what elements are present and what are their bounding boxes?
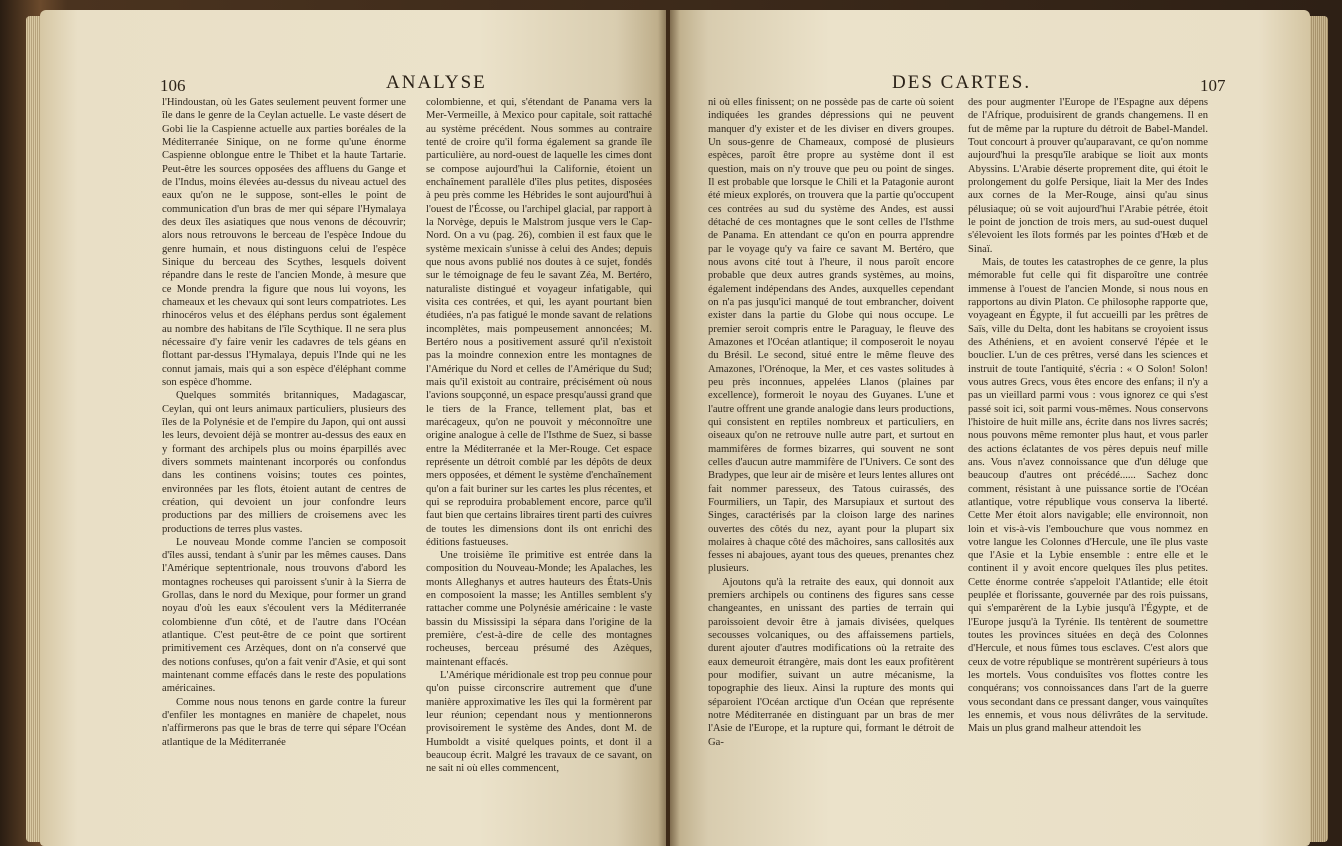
paragraph: Ajoutons qu'à la retraite des eaux, qui donnoit aux premiers archipels ou continens des figures sans cesse changeantes, en unissant des parties de terrain qui paroissoient devoir être à jamais divisées, quelques secousses volcaniques, ou des affaissemens partiels, durent ajouter d'autres modifications où la retraite des eaux demeuroit étrangère, mais dont les eaux profitèrent pour modifier, suivant un autre mécanisme, la topographie des lieux. Ainsi la rupture des monts qui séparoient l'Océan arctique d'un Océan que représente notre Méditerranée en distinguant par un bras de mer l'Asie de l'Europe, et la rupture qui, formant le détroit de Ga- (708, 576, 954, 748)
paragraph: colombienne, et qui, s'étendant de Panama vers la Mer-Vermeille, à Mexico pour capitale, soit rattaché au système précédent. Nous sommes au contraire tenté de croire qu'il forma également sa grande île particulière, au nord-ouest de laquelle les cimes dont se compose aujourd'hui la Californie, étoient un enchaînement parallèle d'îles plus petites, disposées à peu près comme les Hébrides le sont aujourd'hui à l'ouest de l'Écosse, ou l'archipel glacial, par rapport à la Norvège, depuis le Malstrom jusque vers le Cap-Nord. On a vu (pag. 26), combien il est faux que le système mexicain s'unisse à celui des Andes; depuis que nous avons publié nos doutes à ce sujet, fondés sur le témoignage de feu le savant Zéa, M. Bertéro, naturaliste distingué et voyageur infatigable, qui visita ces contrées, et qui, les ayant pourtant bien étudiées, n'a pas fatigué le monde savant de relations incomplètes, mais pompeusement annoncées; M. Bertéro nous a positivement assuré qu'il n'existoit pas la moindre connexion entre les montagnes de l'Amérique du Nord et celles de l'Amérique du Sud; mais qu'il existoit au contraire, précisément où nous l'avions soupçonné, un espace presqu'aussi grand que le tiers de la France, tellement plat, bas et marécageux, qu'on ne pouvoit y méconnoître une origine analogue à celle de l'Isthme de Suez, si basse entre la Méditerranée et la Mer-Rouge. Cet espace représente un détroit comblé par les dépôts de deux mers opposées, et dément le système d'enchaînement qu'on a fait buriner sur les cartes les plus récentes, et qui se reproduira probablement encore, parce qu'il faut bien que certains libraires tirent parti des cuivres de toutes les dimensions dont ils ont enrichi des éditions fastueuses. (426, 97, 652, 548)
page-edges-right (1308, 16, 1328, 842)
book-gutter (658, 10, 680, 846)
running-head: DES CARTES. (892, 72, 1032, 93)
paragraph: ni où elles finissent; on ne possède pas de carte où soient indiquées les grandes dépressions qui ne peuvent manquer d'y exister et de les diviser en divers groupes. Un sous-genre de Chameaux, composé de plusieurs espèces, paroît être propre au système dont il est question, mais on n'y trouve que peu ou point de singes. Il est probable que lorsque le Chili et la Patagonie auront été mieux explorés, on trouvera que la partie qu'occupent ces contrées au sud du système des Andes, est aussi détaché de ces montagnes que le sont celles de l'Isthme de Panama. En attendant ce qu'on en pourra apprendre par le voyage qu'y va faire ce savant M. Bertéro, que nous avons cité tout à l'heure, il nous paroît encore probable que deux autres grands systèmes, au moins, également indépendans des Andes, auxquelles cependant on n'a pas jusqu'ici manqué de tout embrancher, doivent exister dans la partie du Globe qui nous occupe. Le premier seroit compris entre le Paraguay, le fleuve des Amazones et l'Océan atlantique; il composeroit le noyau du Brésil. Le second, situé entre le même fleuve des Amazones, l'Orénoque, la Mer, et ces vastes solitudes à peu près inconnues, appelées Llanos (plaines par excellence), formeroit le noyau des Guyanes. L'une et l'autre offrent une grande analogie dans leurs productions, qui consistent en reptiles nombreux et particuliers, en oiseaux qu'on ne retrouve nulle autre part, et surtout en mammifères de formes bizarres, qui souvent ne sont celles d'aucun autre mammifère de l'Univers. Ce sont des Bradypes, que leur air de misère et leurs lentes allures ont fait nommer paresseux, des Tatous cuirassés, des Fourmiliers, un Tapir, des Marsupiaux et surtout des Singes, caractérisés par la cloison large des narines ouvertes des côtés du nez, ayant pour la plupart six molaires à chaque côté des mâchoires, sans callosités aux fesses ni abajoues, ayant tous des queues, prenantes chez plusieurs. (708, 97, 954, 575)
paragraph: Le nouveau Monde comme l'ancien se composoit d'îles aussi, tendant à s'unir par les mêmes causes. Dans l'Amérique septentrionale, nous trouvons d'abord les montagnes rocheuses qui paroissent s'unir à la Sierra de Grollas, dans le nord du Mexique, pour former un grand noyau d'où les eaux s'écoulent vers la Méditerranée colombienne d'un côté, et de l'autre dans l'Océan atlantique. C'est peut-être de ce point que sortirent primitivement ces Arzèques, dont on n'a conservé que des notions confuses, qu'on a fait venir d'Asie, et qui sont maintenant comme effacés dans le reste des populations américaines. (162, 536, 406, 695)
left-page (40, 10, 666, 846)
text-column-1 (162, 96, 406, 749)
paragraph: des pour augmenter l'Europe de l'Espagne aux dépens de l'Afrique, produisirent de grands changemens. Il en fut de même par la rupture du détroit de Babel-Mandel. Tout concourt à prouver qu'auparavant, ce qu'on nomme aujourd'hui la presqu'île arabique se lioit aux monts Abyssins. L'Arabie déserte proprement dite, qui étoit le prolongement du golfe Persique, liait la Mer des Indes aux cornes de la Mer-Rouge, ainsi qu'au sinus pélusiaque; où se voit aujourd'hui l'Arabie pétrée, étoit le point de jonction de trois mers, au sud-ouest duquel s'élevoient les îlots formés par les pointes d'Hœb et de Sinaï. (968, 97, 1208, 255)
right-page (670, 10, 1310, 846)
text-column-1 (708, 96, 954, 749)
open-book (40, 10, 1310, 846)
paragraph: Mais, de toutes les catastrophes de ce genre, la plus mémorable fut celle qui fit disparoître une contrée immense à l'ouest de l'ancien Monde, si nous nous en rapportons au divin Platon. Ce philosophe rapporte que, voyageant en Égypte, il fut accueilli par les prêtres de Saïs, ville du Delta, dont les habitans se croyoient issus des Athéniens, et en avoient conservé l'épée et le bouclier. L'un de ces prêtres, versé dans les sciences et instruit de toute l'antiquité, s'écria : « O Solon! Solon! vous autres Grecs, vous êtes encore des enfans; il n'y a pas un vieillard parmi vous : vous ignorez ce qui s'est passé soit ici, soit parmi vous-mêmes. Nous conservons l'histoire de huit mille ans, écrite dans nos livres sacrés; nous pouvons même remonter plus haut, et vous parler des actions éclatantes de vos pères depuis neuf mille ans. Vous n'avez connoissance que d'un déluge que beaucoup d'autres ont précédé...... Sachez donc comment, résistant à une puissance sortie de l'Océan atlantique, votre république vous conserva la liberté. Cette Mer étoit alors navigable; elle environnoit, non loin et vis-à-vis l'embouchure que vous nommez en votre langue les Colonnes d'Hercule, une île plus vaste que l'Asie et la Lybie ensemble : entre elle et le continent il y avoit encore quelques îles plus petites. Cette énorme contrée s'appeloit l'Atlantide; elle étoit peuplée et florissante, gouvernée par des rois puissans, qui s'emparèrent de la Lybie jusqu'à l'Égypte, et de l'Europe jusqu'à la Tyrénie. Ils tentèrent de soumettre toutes les provinces situées en deçà des Colonnes d'Hercule, et nous fûmes tous esclaves. C'est alors que ceux de votre république se montrèrent supérieurs à tous les mortels. Vous conduisîtes vos flottes contre les conquérans; vos connoissances dans l'art de la guerre vous secondant dans ce pressant danger, vous vainquîtes les ennemis, et vous nous délivrâtes de la servitude. Mais un plus grand malheur attendoit les (968, 256, 1208, 735)
paragraph: L'Amérique méridionale est trop peu connue pour qu'on puisse circonscrire autrement que d'une manière approximative les îles qui la formèrent par leur réunion; cependant nous y mentionnerons provisoirement le système des Andes, dont M. de Humboldt a visité quelques points, et dont il a beaucoup écrit. Malgré les travaux de ce savant, on ne sait ni où elles commencent, (426, 670, 652, 775)
paragraph: Comme nous nous tenons en garde contre la fureur d'enfiler les montagnes en manière de chapelet, nous n'affirmerons pas que le bras de terre qui sépare l'Océan atlantique de la Méditerranée (162, 696, 406, 748)
page-number: 106 (160, 76, 186, 95)
text-column-2 (968, 96, 1208, 736)
page-number: 107 (1200, 76, 1226, 95)
paragraph: Une troisième île primitive est entrée dans la composition du Nouveau-Monde; les Apalaches, les monts Alleghanys et autres hauteurs des États-Unis en composoient la masse; les Antilles semblent s'y rattacher comme une Polynésie américaine : le vaste bassin du Mississipi la sépara dans l'origine de la première, c'est-à-dire de celle des montagnes rocheuses, berceau présumé des Azèques, maintenant effacés. (426, 550, 652, 668)
paragraph: Quelques sommités britanniques, Madagascar, Ceylan, qui ont leurs animaux particuliers, plusieurs des îles de la Polynésie et de l'empire du Japon, qui ont aussi les leurs, devoient déjà se montrer au-dessus des eaux en y formant des archipels plus ou moins éparpillés avec divers sommets maintenant incorporés ou confondus dans les continens voisins; toutes ces pointes, environnées par les flots, étoient autant de centres de création, qui devoient un jour confondre leurs productions par des milliers de croisemens avec les productions de terres plus vastes. (162, 390, 406, 535)
paragraph: l'Hindoustan, où les Gates seulement peuvent former une île dans le genre de la Ceylan actuelle. Le vaste désert de Gobi lie la Caspienne actuelle aux parties boréales de la Méditerranée Sinique, on ne forme qu'une énorme Caspienne oblongue entre le Thibet et la haute Tartarie. Peut-être les sources opposées des affluens du Gange et de l'Indus, moins élevées au-dessus du niveau actuel des eaux qu'on ne le suppose, sont-elles le point de communication d'un bras de mer qui sépare l'Hymalaya des deux îles asiatiques que nous venons de découvrir; alors nous retrouvons le berceau de l'espèce Indoue du genre humain, et nous distinguons celui de l'espèce Sinique du berceau des Scythes, lesquels doivent répandre dans le reste de l'ancien Monde, à mesure que ce Monde prendra la figure que nous lui voyons, les chameaux et les chevaux qui sont leurs compatriotes. Les rhinocéros velus et des éléphans perdus sont également au nombre des habitans de l'île Scythique. Il ne sera plus nécessaire d'y faire venir les cadavres de tels géans en flottant par-dessus l'Hymalaya, depuis l'Inde qui ne les connut jamais, mais qui a son espèce d'éléphant comme son espèce d'homme. (162, 97, 406, 388)
running-head: ANALYSE (386, 72, 487, 93)
text-column-2 (426, 96, 652, 776)
